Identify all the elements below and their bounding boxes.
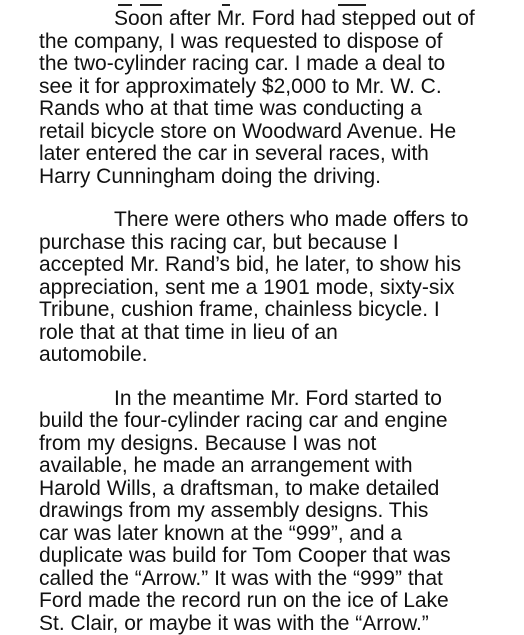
text-line: Harold Wills, a draftsman, to make detailed: [39, 478, 519, 501]
cropped-glyph: [338, 0, 366, 6]
paragraph: [39, 209, 519, 367]
text-line: Harry Cunningham doing the driving.: [39, 166, 519, 189]
cropped-glyph: [140, 0, 162, 6]
text-line: retail bicycle store on Woodward Avenue. He: [39, 121, 519, 144]
text-line: purchase this racing car, but because I: [39, 232, 519, 255]
text-line: Rands who at that time was conducting a: [39, 98, 519, 121]
text-line: the company, I was requested to dispose of: [39, 31, 519, 54]
text-line: build the four-cylinder racing car and engine: [39, 410, 519, 433]
cropped-glyph: [222, 0, 230, 6]
text-line: St. Clair, or maybe it was with the “Arrow.”: [39, 613, 519, 635]
text-line: available, he made an arrangement with: [39, 455, 519, 478]
text-line: There were others who made offers to: [39, 209, 519, 232]
text-line: car was later known at the “999”, and a: [39, 523, 519, 546]
document-body: [39, 8, 519, 635]
cropped-text-fragment: [0, 0, 524, 4]
paragraph: [39, 388, 519, 635]
text-line: the two-cylinder racing car. I made a deal to: [39, 53, 519, 76]
text-line: duplicate was build for Tom Cooper that was: [39, 545, 519, 568]
text-line: from my designs. Because I was not: [39, 433, 519, 456]
text-line: accepted Mr. Rand’s bid, he later, to show his: [39, 254, 519, 277]
text-line: appreciation, sent me a 1901 mode, sixty-six: [39, 277, 519, 300]
text-line: see it for approximately $2,000 to Mr. W. C.: [39, 76, 519, 99]
paragraph: [39, 8, 519, 188]
cropped-glyph: [118, 0, 132, 6]
text-line: drawings from my assembly designs. This: [39, 500, 519, 523]
text-line: called the “Arrow.” It was with the “999” that: [39, 568, 519, 591]
text-line: role that at that time in lieu of an: [39, 322, 519, 345]
text-line: automobile.: [39, 344, 519, 367]
text-line: In the meantime Mr. Ford started to: [39, 388, 519, 411]
text-line: Ford made the record run on the ice of Lake: [39, 590, 519, 613]
text-line: Tribune, cushion frame, chainless bicycle. I: [39, 299, 519, 322]
text-line: Soon after Mr. Ford had stepped out of: [39, 8, 519, 31]
text-line: later entered the car in several races, with: [39, 143, 519, 166]
